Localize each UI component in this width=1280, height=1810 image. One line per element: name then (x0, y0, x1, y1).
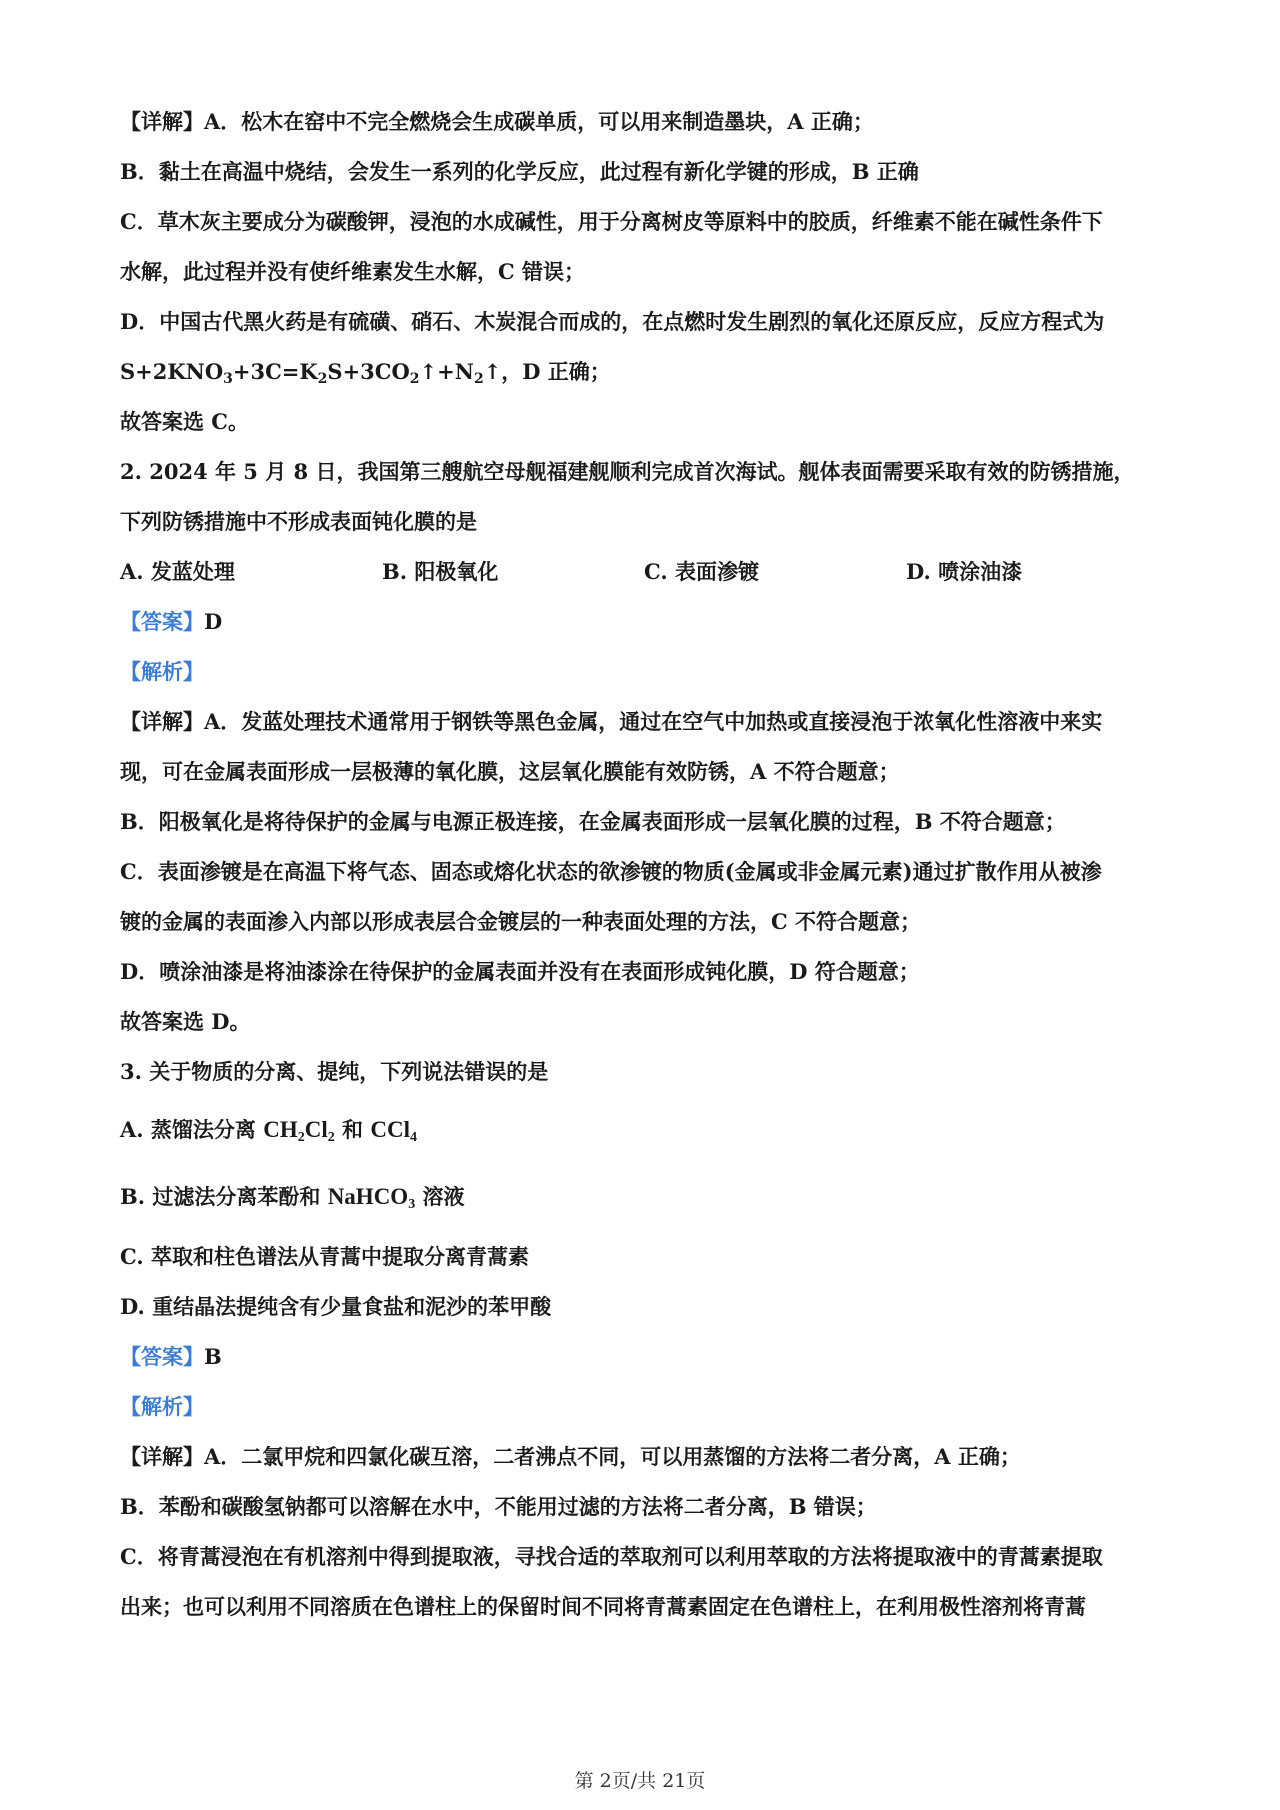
question-2-answer: 【答案】D (120, 609, 223, 634)
question-3-option-a: A. 蒸馏法分离 $CH_2Cl_2$ 和 CCl$_4$ (120, 1117, 417, 1145)
question-2-analysis-label: 【解析】 (120, 659, 204, 684)
option-c: C. 表面渗镀 (644, 559, 759, 584)
question-2-stem-b: 下列防锈措施中不形成表面钝化膜的是 (120, 509, 477, 534)
page-number-footer: 第 2页/共 21页 (574, 1770, 706, 1792)
detail-line-1: 【详解】A．松木在窑中不完全燃烧会生成碳单质，可以用来制造墨块，A 正确； (120, 109, 874, 134)
question-2-detail-5: 镀的金属的表面渗入内部以形成表层合金镀层的一种表面处理的方法，C 不符合题意； (120, 909, 922, 934)
question-2-detail-4: C．表面渗镀是在高温下将气态、固态或熔化状态的欲渗镀的物质(金属或非金属元素)通过扩散作用从被渗 (120, 859, 1102, 884)
question-2-detail-7: 故答案选 D。 (120, 1009, 251, 1034)
question-2-detail-3: B．阳极氧化是将待保护的金属与电源正极连接，在金属表面形成一层氧化膜的过程，B 不符合题意； (120, 809, 1066, 834)
question-3-analysis-label: 【解析】 (120, 1394, 204, 1419)
option-a: A. 发蓝处理 (120, 559, 235, 584)
detail-line-4: 水解，此过程并没有使纤维素发生水解，C 错误； (120, 259, 586, 284)
question-3-detail-4: 出来；也可以利用不同溶质在色谱柱上的保留时间不同将青蒿素固定在色谱柱上，在利用极性溶剂将青蒿 (120, 1594, 1086, 1619)
option-d: D. 喷涂油漆 (906, 559, 1023, 584)
question-2-detail-2: 现，可在金属表面形成一层极薄的氧化膜，这层氧化膜能有效防锈，A 不符合题意； (120, 759, 900, 784)
detail-line-2: B．黏土在高温中烧结，会发生一系列的化学反应，此过程有新化学键的形成，B 正确 (120, 159, 919, 184)
reaction-equation: $S+2KNO_3+3C=K_2S+3CO_2↑+N_2↑$，D 正确； (120, 359, 611, 387)
question-3-answer: 【答案】B (120, 1344, 222, 1369)
option-b: B. 阳极氧化 (382, 559, 499, 584)
question-3-detail-1: 【详解】A．二氯甲烷和四氯化碳互溶，二者沸点不同，可以用蒸馏的方法将二者分离，A 正确； (120, 1444, 1021, 1469)
question-3-option-c: C. 萃取和柱色谱法从青蒿中提取分离青蒿素 (120, 1244, 529, 1269)
question-2-detail-6: D．喷涂油漆是将油漆涂在待保护的金属表面并没有在表面形成钝化膜，D 符合题意； (120, 959, 920, 984)
question-3-detail-2: B．苯酚和碳酸氢钠都可以溶解在水中，不能用过滤的方法将二者分离，B 错误； (120, 1494, 877, 1519)
question-2-stem-a: 2. 2024 年 5 月 8 日，我国第三艘航空母舰福建舰顺利完成首次海试。舰体表面需要采取有效的防锈措施， (120, 459, 1135, 484)
detail-line-5: D．中国古代黑火药是有硫磺、硝石、木炭混合而成的，在点燃时发生剧烈的氧化还原反应，反应方程式为 (120, 309, 1105, 334)
question-3-detail-3: C．将青蒿浸泡在有机溶剂中得到提取液，寻找合适的萃取剂可以利用萃取的方法将提取液中的青蒿素提取 (120, 1544, 1103, 1569)
question-3-stem: 3. 关于物质的分离、提纯，下列说法错误的是 (120, 1059, 549, 1084)
question-3-option-d: D. 重结晶法提纯含有少量食盐和泥沙的苯甲酸 (120, 1294, 552, 1319)
question-2-detail-1: 【详解】A．发蓝处理技术通常用于钢铁等黑色金属，通过在空气中加热或直接浸泡于浓氧化性溶液中来实 (120, 709, 1103, 734)
question-3-option-b: B. 过滤法分离苯酚和 NaHCO$_3$ 溶液 (120, 1184, 465, 1212)
answer-conclusion-1: 故答案选 C。 (120, 409, 250, 434)
detail-line-3: C．草木灰主要成分为碳酸钾，浸泡的水成碱性，用于分离树皮等原料中的胶质，纤维素不能在碱性条件下 (120, 209, 1103, 234)
